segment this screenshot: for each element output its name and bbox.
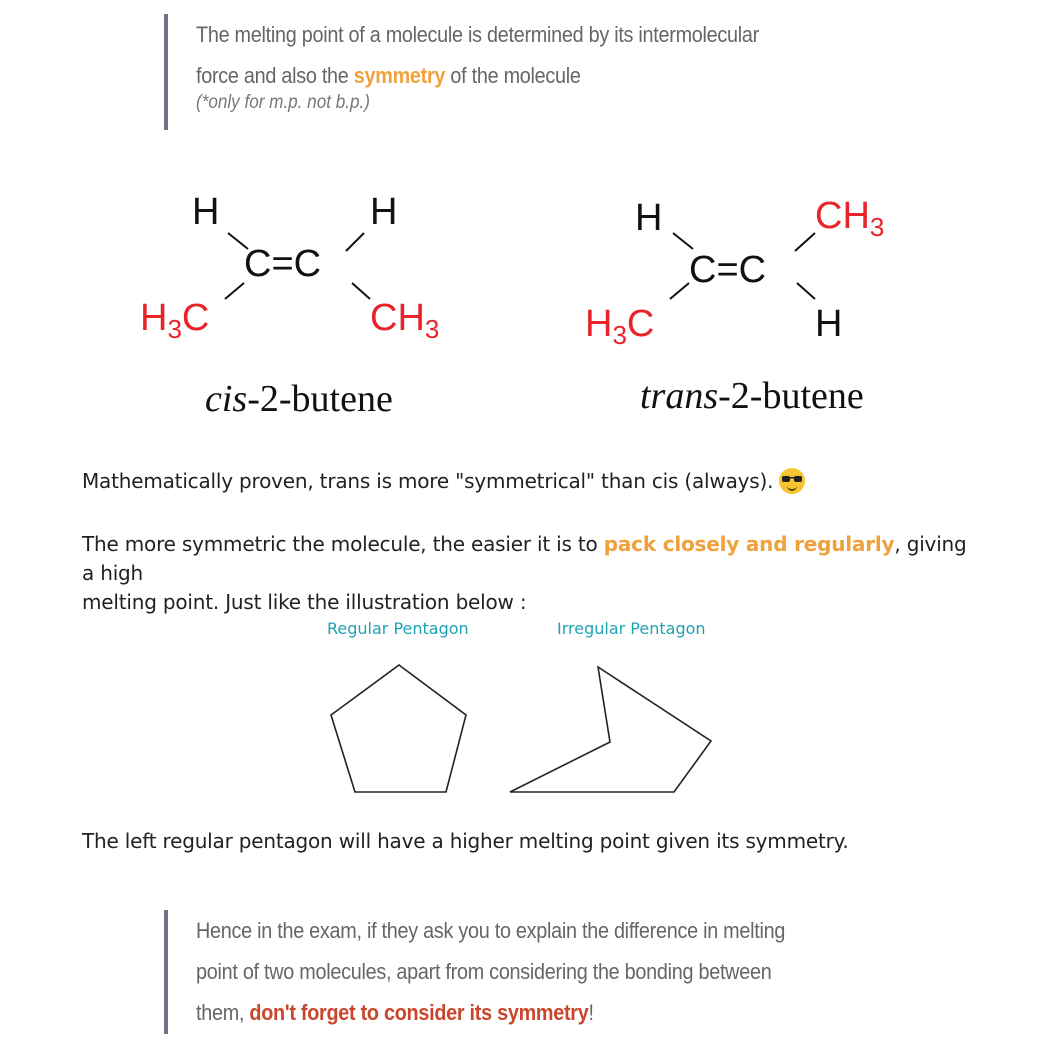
exam-tip-line-3 xyxy=(196,992,826,1033)
trans-2-butene-name xyxy=(640,374,864,418)
intro-line-1: The melting point of a molecule is determined by its intermolecular xyxy=(196,22,759,47)
trans-bottom-right-atom: H xyxy=(815,303,843,345)
cis-2-butene-structure xyxy=(130,185,470,355)
cis-bottom-left-group: $H_3C$ xyxy=(140,297,210,344)
symmetry-claim-text: Mathematically proven, trans is more "symmetrical" than cis (always). xyxy=(82,469,774,493)
regular-pentagon-shape xyxy=(331,665,466,792)
intro-note: (*only for m.p. not b.p.) xyxy=(196,92,370,113)
packing-highlight: pack closely and regularly xyxy=(603,532,895,556)
trans-top-right-group: $CH_3$ xyxy=(815,195,885,242)
trans-prefix: trans xyxy=(640,375,719,417)
exam-tip-blockquote xyxy=(164,910,896,1034)
emoji-mouth xyxy=(787,484,797,491)
packing-pre: The more symmetric the molecule, the easier it is to xyxy=(82,532,604,556)
trans-bottom-left-group: $H_3C$ xyxy=(585,303,655,350)
intro-blockquote xyxy=(164,14,896,130)
packing-line-1 xyxy=(82,530,982,588)
cis-suffix: -2-butene xyxy=(247,378,393,420)
sunglasses-icon xyxy=(782,476,802,483)
irregular-pentagon-label: Irregular Pentagon xyxy=(557,619,706,638)
symmetry-claim-paragraph xyxy=(82,467,805,496)
trans-2-butene-structure xyxy=(575,185,915,355)
exam-tip-highlight: don't forget to consider its symmetry xyxy=(249,1000,589,1025)
exam-tip-line-3-pre: them, xyxy=(196,1000,250,1025)
irregular-pentagon-shape xyxy=(510,667,711,792)
cis-bottom-right-group: $CH_3$ xyxy=(370,297,440,344)
packing-line-2: melting point. Just like the illustration below : xyxy=(82,590,527,614)
smiling-face-with-sunglasses-icon xyxy=(779,468,805,494)
exam-tip-line-3-post: ! xyxy=(588,1000,594,1025)
intro-line-2-pre: force and also the xyxy=(196,63,354,88)
regular-pentagon-label: Regular Pentagon xyxy=(327,619,469,638)
symmetry-highlight: symmetry xyxy=(353,63,446,88)
intro-line-2-post: of the molecule xyxy=(445,63,581,88)
cis-2-butene-name xyxy=(205,377,393,421)
conclusion-paragraph: The left regular pentagon will have a higher melting point given its symmetry. xyxy=(82,829,849,853)
packing-post: , giving a high xyxy=(82,532,967,585)
cis-center-bond: C=C xyxy=(244,243,322,285)
exam-tip-line-1: Hence in the exam, if they ask you to explain the difference in melting xyxy=(196,918,786,943)
trans-suffix: -2-butene xyxy=(718,375,864,417)
cis-top-left-atom: H xyxy=(192,191,220,233)
cis-top-right-atom: H xyxy=(370,191,398,233)
trans-top-left-atom: H xyxy=(635,197,663,239)
intro-line-2 xyxy=(196,55,826,96)
exam-tip-line-2: point of two molecules, apart from considering the bonding between xyxy=(196,959,772,984)
cis-prefix: cis xyxy=(205,378,248,420)
pentagon-illustration xyxy=(320,655,740,805)
trans-center-bond: C=C xyxy=(689,249,767,291)
packing-paragraph xyxy=(82,530,982,617)
